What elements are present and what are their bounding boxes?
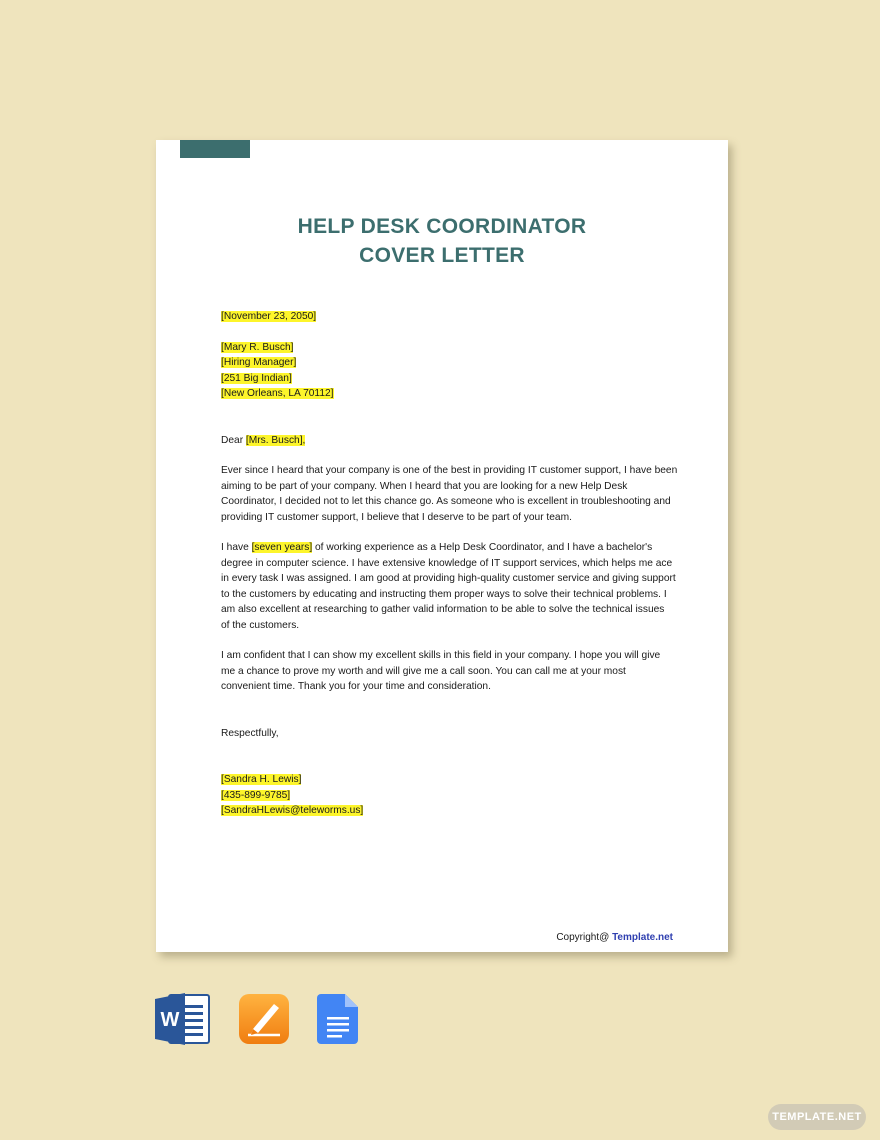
document-page <box>156 140 728 952</box>
corner-accent-tab <box>180 140 250 158</box>
salutation-prefix: Dear <box>221 434 246 446</box>
date-line <box>221 309 679 325</box>
recipient-city: [New Orleans, LA 70112] <box>221 388 334 399</box>
copyright-note <box>556 932 673 943</box>
copyright-brand-link[interactable]: Template.net <box>612 932 673 943</box>
paragraph-2-first-rest: of working experience as a Help Desk Coordinator, and I have a bachelor's <box>312 542 653 553</box>
sender-name: [Sandra H. Lewis] <box>221 774 302 785</box>
sender-email: [SandraHLewis@teleworms.us] <box>221 805 364 816</box>
paragraph-line: I am confident that I can show my excellent skills in this field in your company. I hope you will give <box>221 650 661 661</box>
paragraph-2 <box>221 540 679 633</box>
document-title <box>156 212 728 270</box>
recipient-name: [Mary R. Busch] <box>221 341 294 353</box>
paragraph-line: am also excellent at researching to gather valid information to be able to solve the technical issues <box>221 604 665 615</box>
title-line-1: HELP DESK COORDINATOR <box>297 215 587 238</box>
copyright-prefix: Copyright@ <box>556 932 613 943</box>
recipient-position: [Hiring Manager] <box>221 357 297 368</box>
sender-phone: [435-899-9785] <box>221 789 291 801</box>
paragraph-line: providing IT customer support, I believe that I deserve to be part of your team. <box>221 511 572 523</box>
paragraph-line: Ever since I heard that your company is one of the best in providing IT customer support, I have been <box>221 465 678 476</box>
svg-text:W: W <box>160 1009 180 1031</box>
paragraph-line: in every task I was assigned. I am good at providing high-quality customer service and giving support <box>221 573 676 584</box>
recipient-street: [251 Big Indian] <box>221 372 292 384</box>
closing: Respectfully, <box>221 727 279 739</box>
title-line-2: COVER LETTER <box>359 244 525 267</box>
paragraph-line: of the customers. <box>221 619 300 631</box>
salutation <box>221 433 679 449</box>
paragraph-1 <box>221 463 679 525</box>
salutation-name: [Mrs. Busch], <box>245 434 306 446</box>
pages-icon[interactable] <box>238 993 290 1045</box>
experience-years: [seven years] <box>251 542 313 553</box>
paragraph-line: convenient time. Thank you for your time and consideration. <box>221 681 491 692</box>
paragraph-line: degree in computer science. I have extensive knowledge of IT support services, which helps me ace <box>221 557 673 569</box>
paragraph-line <box>221 540 679 556</box>
recipient-block <box>221 340 679 402</box>
paragraph-2-prefix: I have <box>221 542 252 553</box>
paragraph-line: Coordinator, I decided not to let this chance go. As someone who is excellent in troubleshooting and <box>221 496 671 507</box>
google-docs-icon[interactable] <box>317 993 359 1045</box>
letter-body <box>221 309 679 819</box>
paragraph-line: to the customers by educating and instructing them proper ways to solve their technical problems. I <box>221 588 667 600</box>
paragraph-3 <box>221 648 679 695</box>
sender-block <box>221 772 679 819</box>
template-net-watermark: TEMPLATE.NET <box>768 1104 866 1130</box>
paragraph-line: aiming to be part of your company. When I heard that you are looking for a new Help Desk <box>221 480 628 492</box>
word-icon[interactable] <box>155 993 211 1045</box>
paragraph-line: me a chance to prove my worth and will give me a call soon. You can call me at your most <box>221 665 626 677</box>
date: [November 23, 2050] <box>221 311 317 322</box>
